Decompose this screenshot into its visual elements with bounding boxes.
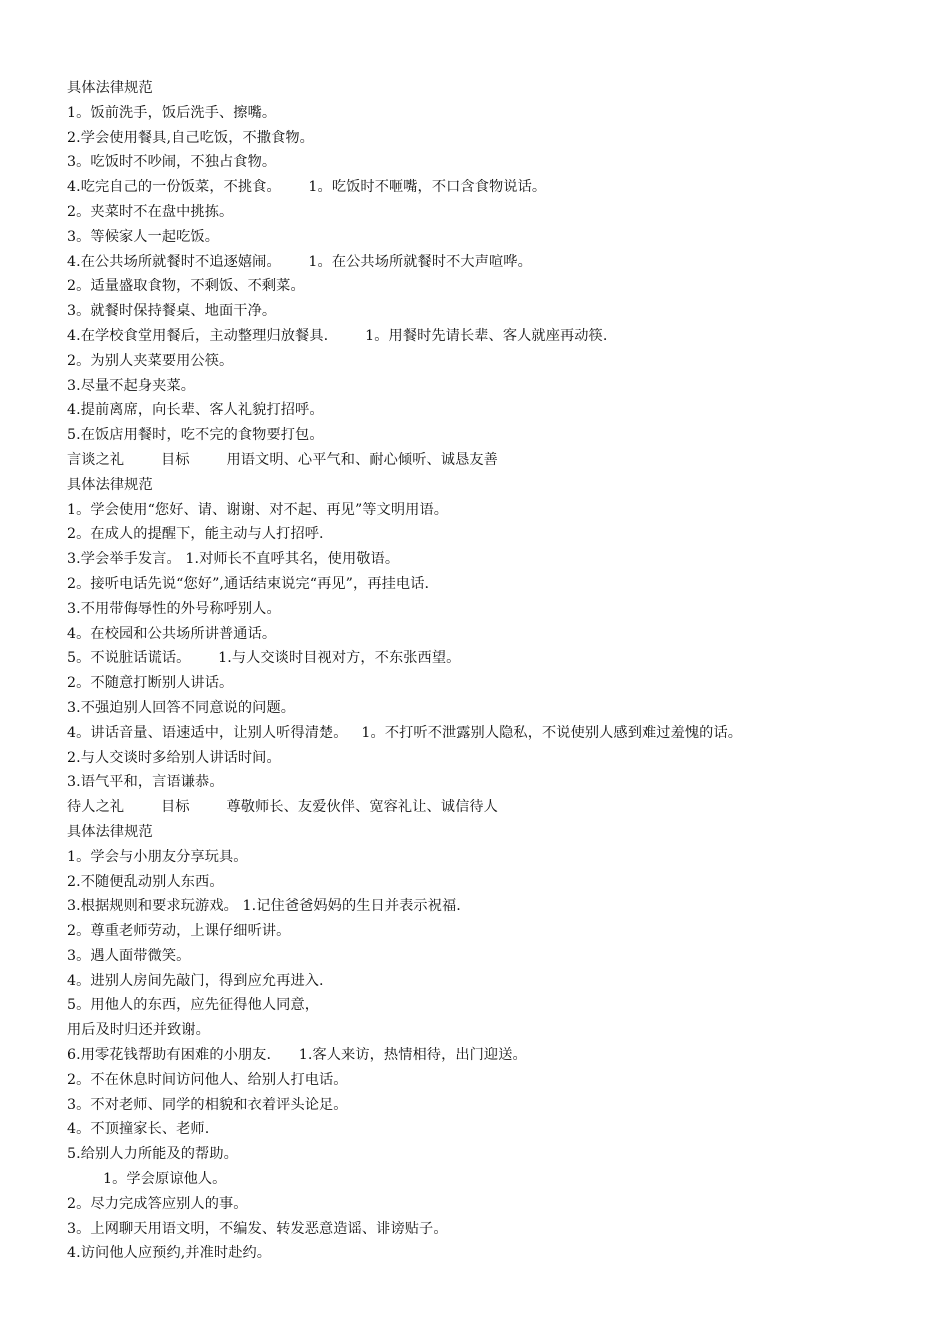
- text-line: 3.不强迫别人回答不同意说的问题。: [67, 699, 296, 716]
- text-line: 3。就餐时保持餐桌、地面干净。: [67, 303, 277, 320]
- text-line: 2。为别人夹菜要用公筷。: [67, 352, 234, 369]
- text-line: 5.给别人力所能及的帮助。: [67, 1146, 238, 1163]
- text-line: 2.不随便乱动别人东西。: [67, 873, 224, 890]
- text-line: 3.不用带侮辱性的外号称呼别人。: [67, 600, 281, 617]
- text-line: 4。不顶撞家长、老师.: [67, 1121, 210, 1138]
- heading-legal-norms: 具体法律规范: [67, 80, 153, 96]
- text-line: 5。不说脏话谎话。 1.与人交谈时目视对方，不东张西望。: [67, 650, 461, 667]
- text-line: 1。学会与小朋友分享玩具。: [67, 848, 248, 865]
- text-line: 4.在公共场所就餐时不追逐嬉闹。 1。在公共场所就餐时不大声喧哗。: [67, 253, 532, 270]
- text-line: 4.在学校食堂用餐后，主动整理归放餐具. 1。用餐时先请长辈、客人就座再动筷.: [67, 327, 608, 344]
- text-line: 4。进别人房间先敲门，得到应允再进入.: [67, 972, 324, 989]
- text-line: 3.尽量不起身夹菜。: [67, 377, 196, 394]
- text-line: 2。不在休息时间访问他人、给别人打电话。: [67, 1071, 348, 1088]
- text-line: 4。在校园和公共场所讲普通话。: [67, 625, 277, 642]
- text-line: 2。不随意打断别人讲话。: [67, 675, 234, 692]
- text-line-indented: 1。学会原谅他人。: [103, 1171, 227, 1188]
- text-line: 2。接听电话先说“您好”,通话结束说完“再见”，再挂电话.: [67, 575, 430, 592]
- text-line: 2.学会使用餐具,自己吃饭，不撒食物。: [67, 129, 314, 146]
- text-line: 3.根据规则和要求玩游戏。 1.记住爸爸妈妈的生日并表示祝福.: [67, 898, 461, 915]
- text-line: 3.学会举手发言。 1.对师长不直呼其名，使用敬语。: [67, 551, 400, 568]
- text-line: 4.吃完自己的一份饭菜，不挑食。 1。吃饭时不咂嘴，不口含食物说话。: [67, 179, 547, 196]
- text-line: 3.语气平和，言语谦恭。: [67, 774, 224, 791]
- text-line: 6.用零花钱帮助有困难的小朋友. 1.客人来访，热情相待，出门迎送。: [67, 1047, 527, 1064]
- text-line: 2.与人交谈时多给别人讲话时间。: [67, 749, 281, 766]
- text-line: 3。等候家人一起吃饭。: [67, 228, 220, 245]
- section-header-treatment: 待人之礼 目标 尊敬师长、友爱伙伴、宽容礼让、诚信待人: [67, 799, 498, 816]
- text-line: 3。吃饭时不吵闹，不独占食物。: [67, 154, 277, 171]
- text-line: 1。学会使用“您好、请、谢谢、对不起、再见”等文明用语。: [67, 501, 449, 518]
- heading-legal-norms: 具体法律规范: [67, 823, 153, 840]
- text-line: 3。遇人面带微笑。: [67, 947, 191, 964]
- text-line: 3。不对老师、同学的相貌和衣着评头论足。: [67, 1096, 348, 1113]
- section-header-speech: 言谈之礼 目标 用语文明、心平气和、耐心倾听、诚恳友善: [67, 451, 498, 468]
- text-line: 2。夹菜时不在盘中挑拣。: [67, 203, 234, 220]
- text-line: 4。讲话音量、语速适中，让别人听得清楚。 1。不打听不泄露别人隐私，不说使别人感到难过羞愧的话。: [67, 724, 743, 741]
- text-line: 2。在成人的提醒下，能主动与人打招呼.: [67, 526, 324, 543]
- text-line: 1。饭前洗手，饭后洗手、擦嘴。: [67, 104, 277, 121]
- text-line: 5.在饭店用餐时，吃不完的食物要打包。: [67, 427, 324, 444]
- document-body: [67, 76, 927, 1266]
- text-line: 用后及时归还并致谢。: [67, 1022, 210, 1039]
- text-line: 4.访问他人应预约,并准时赴约。: [67, 1245, 272, 1262]
- text-line: 2。尊重老师劳动，上课仔细听讲。: [67, 923, 291, 940]
- text-line: 2。尽力完成答应别人的事。: [67, 1195, 248, 1212]
- text-line: 4.提前离席，向长辈、客人礼貌打招呼。: [67, 402, 324, 419]
- text-line: 5。用他人的东西，应先征得他人同意，: [67, 997, 320, 1014]
- heading-legal-norms: 具体法律规范: [67, 476, 153, 493]
- text-line: 3。上网聊天用语文明，不编发、转发恶意造谣、诽谤贴子。: [67, 1220, 448, 1237]
- text-line: 2。适量盛取食物，不剩饭、不剩菜。: [67, 278, 305, 295]
